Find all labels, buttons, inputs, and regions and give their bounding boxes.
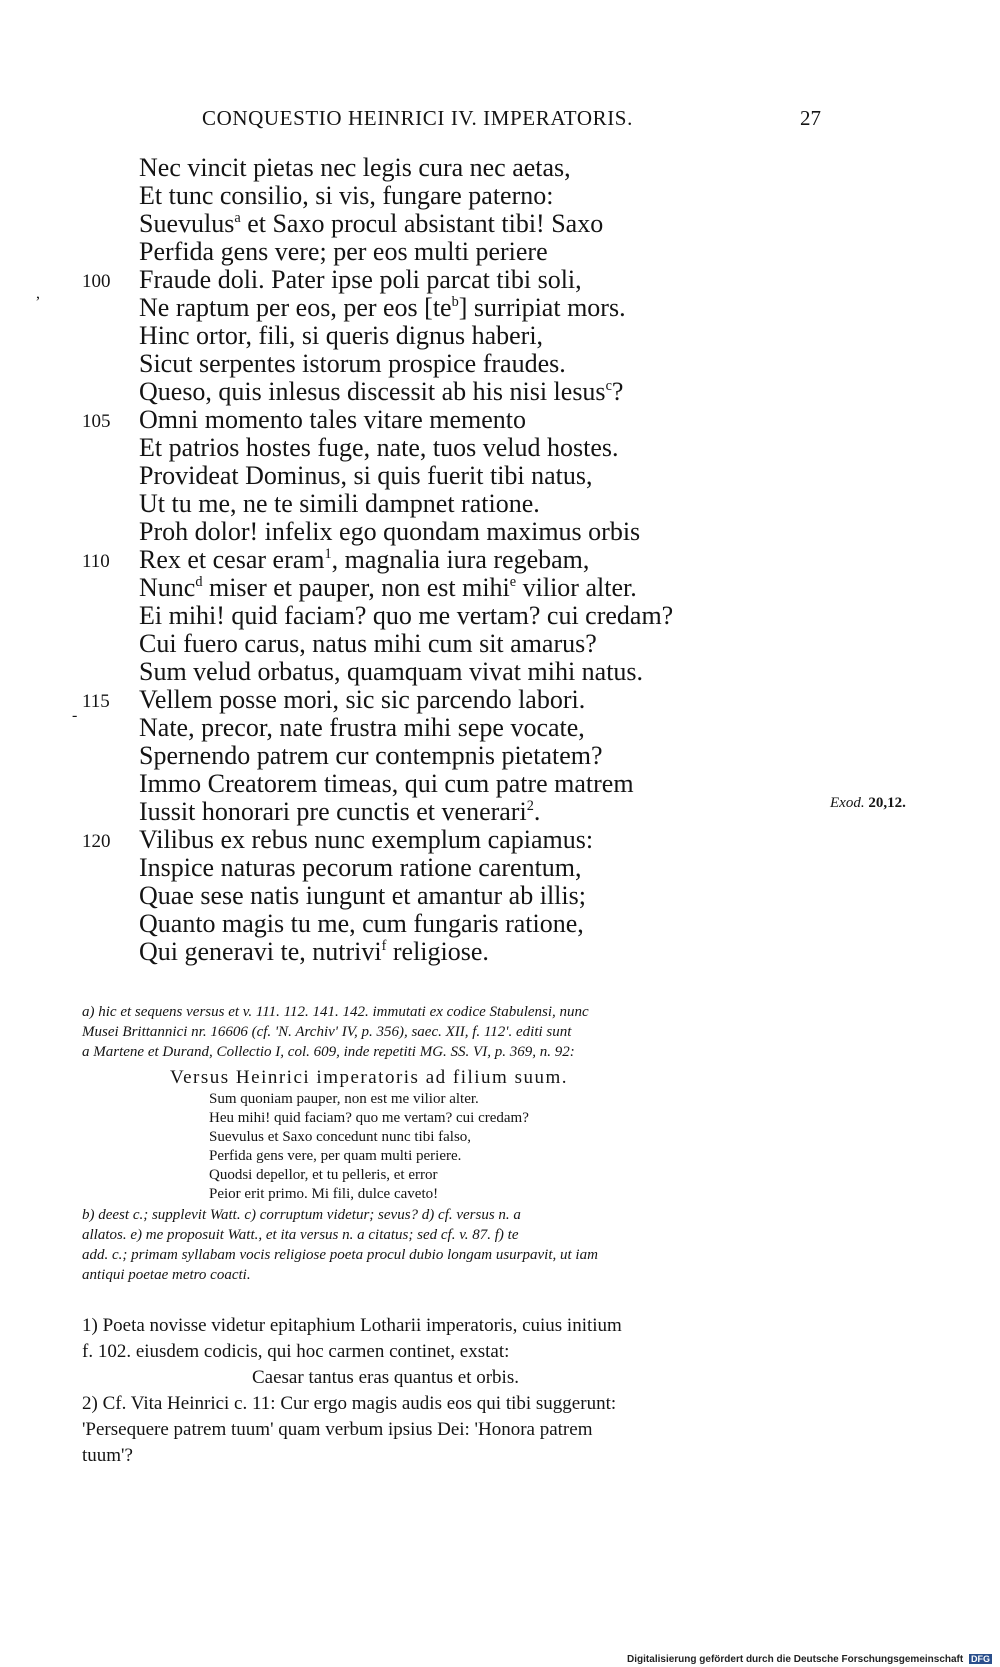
verse-line (139, 295, 626, 321)
verse-text: Sicut serpentes istorum prospice fraudes. (139, 349, 566, 378)
footnote-marker: 1 (324, 546, 332, 562)
verse-line (139, 799, 540, 825)
line-number: 115 (82, 691, 110, 712)
verse-line (139, 239, 548, 265)
quote-title: Versus Heinrici imperatoris ad filium suum. (170, 1067, 568, 1088)
apparatus-note: allatos. e) me proposuit Watt., et ita versus n. a citatus; sed cf. v. 87. f) te (82, 1227, 519, 1243)
footnote-marker: 2 (526, 798, 534, 814)
verse-text: Et tunc consilio, si vis, fungare paterno: (139, 181, 554, 210)
margin-note-ref: Exod. (830, 795, 865, 811)
verse-line (139, 911, 584, 937)
verse-line (139, 323, 543, 349)
verse-line (139, 827, 593, 853)
verse-text: Perfida gens vere; per eos multi periere (139, 237, 548, 266)
verse-text: Immo Creatorem timeas, qui cum patre matrem (139, 769, 634, 798)
stray-mark: - (72, 707, 78, 724)
quote-line: Peior erit primo. Mi fili, dulce caveto! (209, 1186, 439, 1202)
line-number: 120 (82, 831, 111, 852)
verse-text: vilior alter. (516, 573, 637, 602)
apparatus-line: a Martene et Durand, Collectio I, col. 609, inde repetiti MG. SS. VI, p. 369, n. 92: (82, 1044, 575, 1060)
verse-line (139, 939, 489, 965)
footnote-marker: c (605, 378, 612, 394)
footnote-line: f. 102. eiusdem codicis, qui hoc carmen continet, exstat: (82, 1341, 510, 1362)
margin-note-loc: 20,12. (868, 795, 906, 811)
running-head: CONQUESTIO HEINRICI IV. IMPERATORIS. (202, 106, 633, 130)
footnote-line: tuum'? (82, 1445, 133, 1466)
verse-line (139, 267, 582, 293)
verse-line (139, 463, 593, 489)
verse-text: religiose. (386, 937, 489, 966)
verse-text: . (533, 797, 541, 826)
verse-line (139, 603, 673, 629)
verse-text: Fraude doli. Pater ipse poli parcat tibi soli, (139, 265, 582, 294)
page-number: 27 (800, 106, 821, 130)
line-number: 110 (82, 551, 110, 572)
verse-line (139, 351, 566, 377)
stray-mark: , (36, 285, 40, 302)
footnote-marker: b (451, 294, 459, 310)
footnote-line: 2) Cf. Vita Heinrici c. 11: Cur ergo magis audis eos qui tibi suggerunt: (82, 1393, 617, 1414)
line-number: 100 (82, 271, 111, 292)
verse-line (139, 687, 585, 713)
verse-line (139, 155, 571, 181)
quote-line: Heu mihi! quid faciam? quo me vertam? cui credam? (209, 1110, 529, 1126)
verse-text: Proh dolor! infelix ego quondam maximus orbis (139, 517, 641, 546)
verse-line (139, 743, 603, 769)
verse-line (139, 211, 603, 237)
verse-text: Vilibus ex rebus nunc exemplum capiamus: (139, 825, 594, 854)
apparatus-note: add. c.; primam syllabam vocis religiose poeta procul dubio longam usurpavit, ut iam (82, 1247, 598, 1263)
verse-line (139, 407, 526, 433)
digitization-text: Digitalisierung gefördert durch die Deutsche Forschungsgemeinschaft (627, 1654, 964, 1665)
quote-line: Suevulus et Saxo concedunt nunc tibi falso, (209, 1129, 472, 1145)
verse-line (139, 715, 585, 741)
verse-line (139, 771, 634, 797)
verse-text: Nunc (139, 573, 196, 602)
footnote-marker: a (234, 210, 241, 226)
verse-line (139, 575, 637, 601)
margin-note (830, 795, 906, 812)
quote-line: Sum quoniam pauper, non est me vilior alter. (209, 1091, 479, 1107)
quote-line: Perfida gens vere, per quam multi periere. (209, 1148, 462, 1164)
verse-text: Omni momento tales vitare memento (139, 405, 527, 434)
apparatus-line: Musei Brittannici nr. 16606 (cf. 'N. Archiv' IV, p. 356), saec. XII, f. 112'. editi sunt (82, 1024, 572, 1040)
footnote-quote: Caesar tantus eras quantus et orbis. (252, 1367, 519, 1388)
verse-text: Queso, quis inlesus discessit ab his nisi lesus (139, 377, 606, 406)
verse-text: Vellem posse mori, sic sic parcendo labori. (139, 685, 586, 714)
verse-text: Hinc ortor, fili, si queris dignus haberi, (139, 321, 544, 350)
verse-text: Et patrios hostes fuge, nate, tuos velud hostes. (139, 433, 619, 462)
verse-text: , magnalia iura regebam, (331, 545, 590, 574)
verse-text: ? (611, 377, 624, 406)
footnote-line: 'Persequere patrem tuum' quam verbum ipsius Dei: 'Honora patrem (82, 1419, 593, 1440)
apparatus-line: a) hic et sequens versus et v. 111. 112. 141. 142. immutati ex codice Stabulensi, nunc (82, 1004, 589, 1020)
digitization-credit (627, 1654, 992, 1665)
verse-text: Cui fuero carus, natus mihi cum sit amarus? (139, 629, 597, 658)
verse-text: Nate, precor, nate frustra mihi sepe vocate, (139, 713, 585, 742)
verse-text: miser et pauper, non est mihi (202, 573, 510, 602)
quote-line: Quodsi depellor, et tu pelleris, et error (209, 1167, 438, 1183)
footnote-line: 1) Poeta novisse videtur epitaphium Lotharii imperatoris, cuius initium (82, 1315, 622, 1336)
dfg-logo-icon: DFG (971, 1654, 990, 1664)
apparatus-note: b) deest c.; supplevit Watt. c) corruptum videtur; sevus? d) cf. versus n. a (82, 1207, 521, 1223)
verse-text: Ne raptum per eos, per eos [te (139, 293, 452, 322)
verse-text: Suevulus (139, 209, 235, 238)
verse-text: Ei mihi! quid faciam? quo me vertam? cui credam? (139, 601, 674, 630)
verse-line (139, 855, 582, 881)
verse-text: Qui generavi te, nutrivi (139, 937, 382, 966)
footnote-marker: f (381, 938, 387, 954)
verse-text: Nec vincit pietas nec legis cura nec aetas, (139, 153, 571, 182)
verse-line (139, 547, 589, 573)
verse-text: Inspice naturas pecorum ratione carentum, (139, 853, 582, 882)
footnote-marker: e (509, 574, 517, 590)
verse-line (139, 379, 623, 405)
verse-text: Quae sese natis iungunt et amantur ab illis; (139, 881, 586, 910)
verse-text: Rex et cesar eram (139, 545, 325, 574)
verse-line (139, 883, 586, 909)
verse-text: ] surripiat mors. (458, 293, 626, 322)
verse-line (139, 183, 553, 209)
verse-text: Ut tu me, ne te simili dampnet ratione. (139, 489, 540, 518)
verse-line (139, 435, 618, 461)
verse-text: Quanto magis tu me, cum fungaris ratione, (139, 909, 584, 938)
verse-text: Spernendo patrem cur contempnis pietatem? (139, 741, 603, 770)
verse-text: Sum velud orbatus, quamquam vivat mihi natus. (139, 657, 644, 686)
verse-text: Provideat Dominus, si quis fuerit tibi natus, (139, 461, 593, 490)
verse-text: Iussit honorari pre cunctis et venerari (139, 797, 527, 826)
verse-line (139, 491, 540, 517)
apparatus-note: antiqui poetae metro coacti. (82, 1267, 251, 1283)
verse-text: et Saxo procul absistant tibi! Saxo (240, 209, 604, 238)
line-number: 105 (82, 411, 111, 432)
verse-line (139, 659, 643, 685)
verse-line (139, 631, 597, 657)
footnote-marker: d (195, 574, 203, 590)
verse-line (139, 519, 640, 545)
